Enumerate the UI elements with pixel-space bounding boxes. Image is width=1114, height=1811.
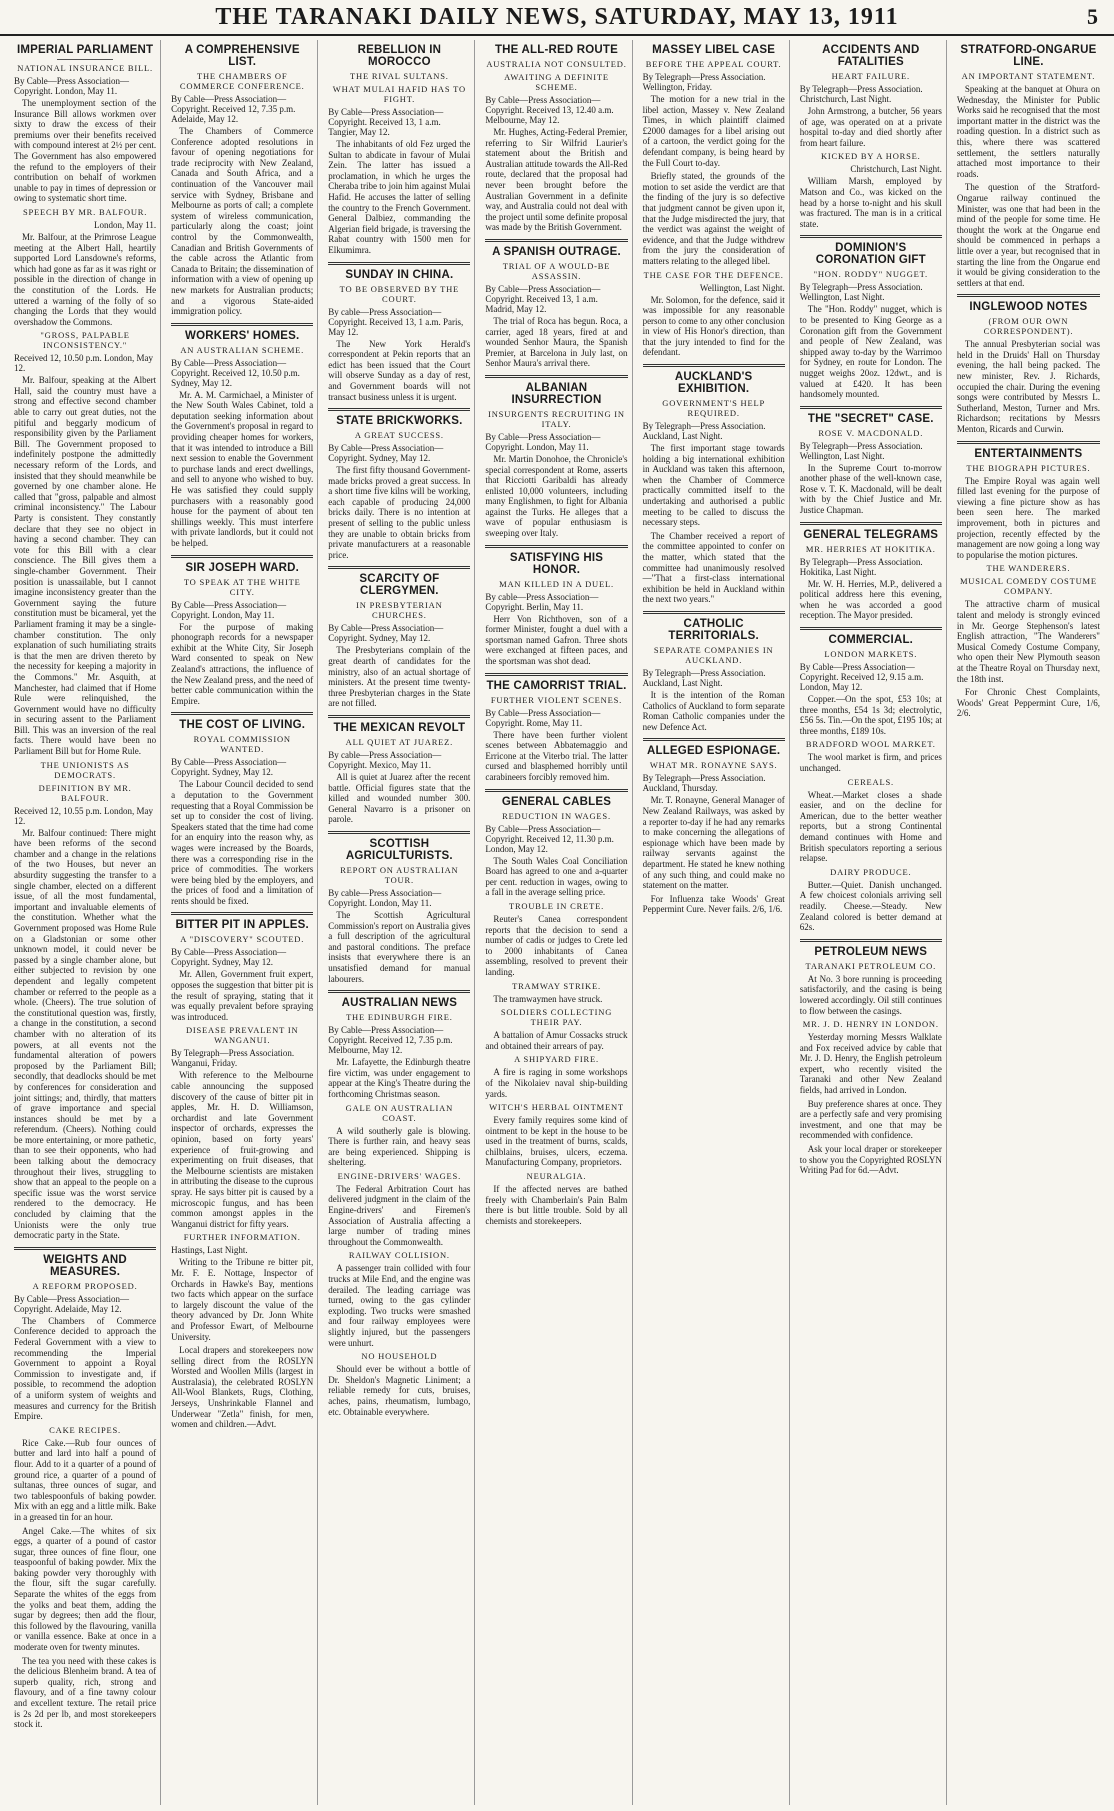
paragraph: Every family requires some kind of ointment to be kept in the house to be used in the treatment of burns, scalds, chilblains, bruises, ulcers, eczema. Manufacturing Company, proprietors.: [485, 1115, 628, 1168]
subheading: AUSTRALIA NOT CONSULTED.: [486, 59, 627, 69]
subheading: "GROSS, PALPABLE INCONSISTENCY.": [40, 330, 130, 351]
headline: AUCKLAND'S EXHIBITION.: [674, 371, 753, 396]
paragraph: Herr Von Richthoven, son of a former Minister, fought a duel with a sportsman named Gafron. Three shots were exchanged at fifteen paces, and the sportsman was shot dead.: [485, 613, 628, 667]
paragraph: Mr. Lafayette, the Edinburgh theatre fire victim, was under engagement to appear at the King's Theatre during the forthcoming Christmas season.: [328, 1057, 471, 1099]
paragraph: The Empire Royal was again well filled last evening for the purpose of viewing a fine picture show as has been seen here. The marked improvement, both in pictures and projection, recently effected by the management are now going a long way to popularise the motion pictures.: [956, 475, 1100, 560]
dateline: Hastings, Last Night.: [171, 1245, 248, 1256]
headline: THE MEXICAN REVOLT: [333, 722, 466, 734]
paragraph: Mr. Hughes, Acting-Federal Premier, referring to Sir Wilfrid Laurier's statement about the British and Australian attitude towards the All-Red route, declared that the proposal had never been brought before the Australian Government in a definite way, and Australia could not deal with the project until some definite proposal was made by the British Government.: [485, 127, 628, 233]
paragraph: Mr. Allen, Government fruit expert, opposes the suggestion that bitter pit is the result of spraying, stating that it was equally prevalent before spraying was introduced.: [171, 969, 314, 1022]
subheading: ROSE V. MACDONALD.: [818, 427, 924, 438]
paragraph: Speaking at the banquet at Ohura on Wednesday, the Minister for Public Works said he recognised that the most important matter in the district was the roading question. In a district such as this, where there was scattered settlement, the settlers naturally attached most importance to their roads.: [956, 84, 1100, 179]
subheading: GALE ON AUSTRALIAN COAST.: [345, 1102, 454, 1123]
headline: AUSTRALIAN NEWS: [341, 997, 458, 1010]
paragraph: The Federal Arbitration Court has delivered judgment in the claim of the Engine-drivers' and Firemen's Association of Australia affecting a large number of trading mines throughout the Commonwealth.: [328, 1183, 471, 1247]
subheading: AN IMPORTANT STATEMENT.: [961, 71, 1096, 81]
double-rule: [800, 939, 942, 942]
paragraph: The question of the Stratford-Ongarue railway continued the Minister, was one that had been in the mind of the people for some time. He thought the work at the Ongarue end should be commenced in perhaps a little over a year, but recognised that in starting the line from the Ongarue end it would be giving consideration to the settlers at that end.: [956, 182, 1100, 288]
subheading: THE CASE FOR THE DEFENCE.: [643, 269, 784, 280]
article-bitter-pit: [171, 919, 313, 1429]
headline: WEIGHTS AND MEASURES.: [43, 1253, 127, 1278]
dateline: By Cable—Press Association—Copyright. London, May 11.: [485, 431, 601, 452]
paragraph: It is the intention of the Roman Catholics of Auckland to form separate Roman Catholic companies under the new Defence Act.: [642, 689, 785, 732]
dateline: By Telegraph—Press Association. Auckland, Last Night.: [642, 421, 766, 442]
column-3: [324, 40, 475, 1805]
paragraph: The Chambers of Commerce Conference decided to approach the Federal Government with a view to recommending the Imperial Government to appoint a Royal Commission to investigate and, if possible, to recommend the adoption of a uniform system of weights and measures and currency for the British Empire.: [14, 1315, 157, 1422]
paragraph: The tramwaymen have struck.: [493, 993, 603, 1004]
double-rule: [14, 1247, 156, 1250]
subheading: CAKE RECIPES.: [49, 1424, 121, 1435]
dateline: By Cable—Press Association—Copyright. Received 12, 10.50 p.m. Sydney, May 12.: [171, 357, 300, 388]
headline: WORKERS' HOMES.: [185, 329, 300, 342]
paragraph: With reference to the Melbourne cable announcing the supposed discovery of the cause of bitter pit in apples, Mr. H. D. Williamson, orchardist and late Government inspector of orchards, expresses the opinion, based on forty years' experience of fruit-growing and experimenting on fruit diseases, that the Melbourne scientists are mistaken in attributing the disease to the cuprous spray. He says bitter pit is caused by a microscopic fungus, and has been common amongst apples in the Wanganui district for fifty years.: [171, 1070, 314, 1229]
paragraph: Mr. W. H. Herries, M.P., delivered a political address here this evening, when he was accorded a good reception. The Mayor presided.: [799, 578, 942, 621]
article-accidents: [800, 44, 942, 229]
headline: A COMPREHENSIVE LIST.: [184, 44, 300, 68]
column-7: [953, 40, 1104, 1805]
dateline: By Cable—Press Association—Copyright. Sydney, May 12.: [171, 947, 287, 968]
dateline: Received 12, 10.55 p.m. London, May 12.: [14, 805, 153, 826]
headline: GENERAL CABLES: [501, 795, 612, 808]
paragraph: A battalion of Amur Cossacks struck and obtained their arrears of pay.: [485, 1030, 628, 1051]
masthead: [0, 0, 1114, 36]
paragraph: The trial of Roca has begun. Roca, a carrier, aged 18 years, fired at and wounded Senhor Maura, the Spanish Premier, at Barcelona in July last, on Senhor Maura's arrival there.: [485, 315, 628, 369]
subheading: THE BIOGRAPH PICTURES.: [966, 462, 1091, 473]
double-rule: [485, 673, 627, 676]
subheading: REPORT ON AUSTRALIAN TOUR.: [340, 864, 459, 885]
article-general-cables: [485, 796, 627, 1227]
paragraph: Ask your local draper or storekeeper to show you the Copyrighted ROSLYN Writing Pad for 6d.—Advt.: [799, 1144, 942, 1176]
dateline: By Cable—Press Association—Copyright. Received 13, 1 a.m. Madrid, May 12.: [485, 283, 601, 314]
headline: THE "SECRET" CASE.: [807, 412, 934, 425]
paragraph: Briefly stated, the grounds of the motion to set aside the verdict are that the finding of the jury is so defective that judgment cannot be given upon it, that the Judge misdirected the jury, that the verdict was against the weight of evidence, and that the Judge withdrew from the jury the consideration of matters relating to the alleged libel.: [642, 171, 785, 266]
subheading: THE WANDERERS.: [986, 563, 1071, 574]
paragraph: The annual Presbyterian social was held in the Druids' Hall on Thursday evening, the hall being packed. The new minister, Rev. J. Richards, occupied the chair. During the evening songs were contributed by Messrs L. Sutherland, Meston, Turner and Mrs. Richardson; recitations by Messrs Menton, Ricards and Curwin.: [956, 339, 1100, 435]
double-rule: [643, 738, 785, 741]
masthead-title: THE TARANAKI DAILY NEWS, SATURDAY, MAY 13, 1911: [215, 4, 899, 30]
dateline: By Cable—Press Association—Copyright. Rome, May 11.: [485, 707, 601, 728]
paragraph: The attractive charm of musical talent and melody is strongly evinced in Mr. George Stephenson's latest English attraction, "The Wanderers" Musical Comedy Costume Company, who open their New Plymouth season at the Theatre Royal on Thursday next, the 18th inst.: [956, 599, 1100, 684]
article-general-telegrams: [800, 529, 942, 621]
subheading: THE CHAMBERS OF COMMERCE CONFERENCE.: [179, 71, 305, 91]
dateline: By cable—Press Association—Copyright. Berlin, May 11.: [485, 591, 599, 612]
headline: SUNDAY IN CHINA.: [345, 268, 454, 281]
subheading: ALL QUIET AT JUAREZ.: [345, 737, 454, 747]
paragraph: Mr. Martin Donohoe, the Chronicle's special correspondent at Rome, asserts that Ricciotti Garibaldi has already enlisted 10,000 volunteers, including many Englishmen, to fight for Albania against the Turks. He alleges that a wave of popular enthusiasm is sweeping over Italy.: [485, 453, 628, 539]
paragraph: A wild southerly gale is blowing. There is further rain, and heavy seas are being experienced. Shipping is sheltering.: [328, 1125, 471, 1168]
article-state-brickworks: [328, 415, 470, 560]
dateline: By cable—Press Association—Copyright. Mexico, May 11.: [328, 750, 442, 770]
paragraph: The "Hon. Roddy" nugget, which is to be presented to King George as a Coronation gift from the Government and people of New Zealand, was shipped away to-day by the Warrimoo for Sydney, en route for London. The nugget weighs 20oz. 12dwt., and is valued at £420. It has been handsomely mounted.: [799, 304, 942, 400]
dateline: By Cable—Press Association—Copyright. Received 12, 11.30 p.m. London, May 12.: [485, 823, 614, 854]
paragraph: A fire is raging in some workshops of the Nikolaiev naval ship-building yards.: [485, 1067, 628, 1099]
dateline: By Cable—Press Association—Copyright. Received 12, 7.35 p.m. Adelaide, May 12.: [171, 94, 296, 124]
paragraph: The tea you need with these cakes is the delicious Blenheim brand. A tea of superb quality, rich, strong and flavoury, and of a fine tawny colour and excellent texture. The retail price is 2s 2d per lb, and most storekeepers stock it.: [14, 1655, 157, 1730]
headline: SIR JOSEPH WARD.: [185, 561, 300, 574]
dateline: By Cable—Press Association—Copyright. London, May 11.: [14, 76, 129, 96]
headline: A SPANISH OUTRAGE.: [492, 245, 621, 258]
article-massey-libel: [643, 44, 785, 358]
double-rule: [328, 262, 470, 265]
subheading: DEFINITION BY MR. BALFOUR.: [38, 782, 132, 803]
page-number: 5: [1087, 4, 1098, 29]
dateline: London, May 11.: [93, 219, 157, 230]
paragraph: Mr. T. Ronayne, General Manager of New Zealand Railways, was asked by a reporter to-day if he had any remarks to make concerning the allegations of espionage which have been made by railway servants against the department. He stated he knew nothing of any such thing, and could make no statement on the matter.: [642, 795, 785, 891]
headline: STATE BRICKWORKS.: [336, 415, 463, 428]
article-catholic-territorials: [643, 618, 785, 732]
subheading: WHAT MR. RONAYNE SAYS.: [649, 760, 778, 771]
headline: SCOTTISH AGRICULTURISTS.: [345, 837, 453, 862]
article-auckland-exhibition: [643, 371, 785, 605]
article-australian-news: [328, 997, 470, 1417]
subheading: HEART FAILURE.: [831, 71, 910, 81]
double-rule: [800, 627, 942, 630]
headline: DOMINION'S CORONATION GIFT: [815, 242, 926, 267]
subheading: NO HOUSEHOLD: [361, 1351, 438, 1362]
article-workers-homes: [171, 330, 313, 549]
headline: SATISFYING HIS HONOR.: [509, 551, 604, 576]
subheading: NEURALGIA.: [526, 1171, 587, 1182]
paragraph: The Scottish Agricultural Commission's report on Australia gives a full description of the agricultural and pastoral conditions. The preface insists that everywhere there is an unsatisfied demand for manual labourers.: [328, 909, 471, 984]
columns: [10, 40, 1104, 1805]
paragraph: Reuter's Canea correspondent reports that the decision to send a number of cadis or judges to Crete led to 2000 inhabitants of Canea assembling, resolved to prevent their landing.: [485, 913, 628, 977]
article-clergymen: [328, 573, 470, 709]
paragraph: William Marsh, employed by Matson and Co., was kicked on the head by a horse to-night and his skull was fractured. The man is in a critical state.: [799, 176, 942, 229]
dateline: Christchurch, Last Night.: [850, 164, 942, 175]
dateline: By Telegraph—Press Association. Wellington, Last Night.: [799, 440, 923, 461]
dateline: By Telegraph—Press Association. Wellington, Last Night.: [799, 282, 923, 303]
subheading: BRADFORD WOOL MARKET.: [805, 739, 936, 750]
headline: GENERAL TELEGRAMS: [803, 528, 939, 541]
double-rule: [485, 239, 627, 242]
double-rule: [171, 912, 313, 915]
article-alleged-espionage: [643, 745, 785, 915]
headline: THE CAMORRIST TRIAL.: [486, 679, 627, 692]
paragraph: Mr. Balfour continued: There might have been reforms of the second chamber and a change in the relations of the two Houses, but never an absurdity suggesting the transfer to a single chamber, elected on a different issue, of all the most fundamental, important and invaluable elements of the constitution. Whether what the Government proposed was Home Rule on a Gladstonian or some other unknown model, it could never be passed by a single chamber alone, but either subjected to revision by one dependent and legally competent chamber or referred to the people as a whole. (Cheers). The true solution of the constitutional question was, firstly, a change in the constitution, a second chamber with no alteration of its powers, at all events not the fundamental alteration of powers proposed by the Parliament Bill; secondly, that deadlocks should be met by conferences for consideration and joint sittings; and, thirdly, that matters of grave importance and special instances should be met by a referendum. (Cheers). Nothing could be more entertaining, or more pathetic, than to see their opponents, who had been talking about the democracy throughout their lives, struggling to show that an appeal to the people on a specific issue was the worst service rendered to the democracy. He concluded by claiming that the Unionists were the only true democratic party in the State.: [14, 827, 157, 1241]
dateline: By Cable—Press Association—Copyright. Sydney, May 12.: [328, 443, 444, 464]
headline: ENTERTAINMENTS: [974, 447, 1083, 460]
subheading: TARANAKI PETROLEUM CO.: [805, 960, 937, 971]
headline: INGLEWOOD NOTES: [969, 301, 1088, 314]
paragraph: The first important stage towards holding a big international exhibition in Auckland was taken this afternoon, when the Chamber of Commerce practically committed itself to the undertaking and authorised a public meeting to be called to discuss the necessary steps.: [642, 443, 785, 528]
subheading: WHAT MULAI HAFID HAS TO FIGHT.: [332, 84, 466, 104]
subheading: NATIONAL INSURANCE BILL.: [17, 63, 153, 73]
double-rule: [957, 441, 1100, 444]
article-petroleum-news: [800, 946, 942, 1176]
article-camorrist-trial: [485, 680, 627, 783]
headline: PETROLEUM NEWS: [814, 945, 928, 958]
dateline: By Cable—Press Association—Copyright. Sydney, May 12.: [328, 623, 444, 644]
headline: CATHOLIC TERRITORIALS.: [668, 617, 759, 642]
subheading: THE UNIONISTS AS DEMOCRATS.: [40, 759, 130, 780]
column-2: [167, 40, 318, 1805]
paragraph: The unemployment section of the Insurance Bill allows workmen over sixty to draw the excess of their premiums over their benefits received with compound interest at 2½ per cent. The Government has also empowered the refund to the employers of their contribution on behalf of workmen unable to pay in times of depression or owing to systematic short time.: [14, 98, 157, 204]
headline: COMMERCIAL.: [828, 634, 914, 647]
subheading: TO SPEAK AT THE WHITE CITY.: [183, 576, 301, 597]
double-rule: [643, 611, 785, 614]
subheading: THE EDINBURGH FIRE.: [346, 1012, 453, 1023]
article-sunday-china: [328, 269, 470, 403]
subheading: RAILWAY COLLISION.: [348, 1250, 450, 1261]
paragraph: The first fifty thousand Government-made bricks proved a great success. In a short time five kilns will be working, each capable of producing 24,000 bricks daily. There is no intention at present of selling to the public unless they are unable to obtain bricks from private manufacturers at a reasonable price.: [328, 465, 471, 560]
column-5: [639, 40, 790, 1805]
subheading: ENGINE-DRIVERS' WAGES.: [337, 1170, 462, 1181]
article-weights-measures: [14, 1254, 156, 1730]
paragraph: The inhabitants of old Fez urged the Sultan to abdicate in favour of Mulai Zein. The latter has issued a proclamation, in which he urges the Cheraba tribe to join him against Mulai Hafid. He accuses the latter of selling the country to the French Government. General Dalbiez, commanding the Algerian field brigade, is traversing the Rabat country with 1500 men for Elkumimra.: [328, 139, 471, 255]
subheading: TO BE OBSERVED BY THE COURT.: [339, 283, 460, 304]
subheading: "HON. RODDY" NUGGET.: [813, 269, 928, 280]
double-rule: [328, 715, 470, 718]
paragraph: The motion for a new trial in the libel action, Massey v. New Zealand Times, in which plaintiff claimed £2000 damages for a libel arising out of a cartoon, the verdict going for the defendant company, is being heard by the Full Court to-day.: [642, 94, 785, 168]
article-albanian-insurrection: [485, 382, 627, 539]
article-mexican-revolt: [328, 722, 470, 825]
headline: BITTER PIT IN APPLES.: [175, 919, 309, 932]
headline: THE ALL-RED ROUTE: [494, 44, 619, 56]
subheading: TRIAL OF A WOULD-BE ASSASSIN.: [502, 260, 611, 281]
headline: IMPERIAL PARLIAMENT: [16, 44, 154, 56]
subheading: AWAITING A DEFINITE SCHEME.: [504, 72, 609, 92]
subheading: SPEECH BY MR. BALFOUR.: [22, 206, 148, 217]
paragraph: All is quiet at Juarez after the recent battle. Official figures state that the killed and wounded number 300. General Navarro is a prisoner on parole.: [328, 772, 471, 825]
dateline: By Telegraph—Press Association. Auckland, Thursday.: [642, 773, 766, 794]
double-rule: [485, 789, 627, 792]
paragraph: The Chambers of Commerce Conference adopted resolutions in favour of opening negotiations for trade reciprocity with New Zealand, Canada and South Africa, and a continuation of the Vancouver mail service with Sydney, Brisbane and Melbourne as ports of call; a complete system of wireless communication, particularly along the coast; joint control by the Commonwealth, Canadian and British Governments of the cable across the Atlantic from Canada to Britain; the dissemination of information with a view of opening up new markets for Australian products; and a vigorous State-aided immigration policy.: [171, 126, 314, 317]
subheading: TROUBLE IN CRETE.: [508, 900, 605, 911]
headline: ALBANIAN INSURRECTION: [511, 381, 602, 406]
paragraph: For Chronic Chest Complaints, Woods' Great Peppermint Cure, 1/6, 2/6.: [956, 687, 1100, 719]
subheading: AN AUSTRALIAN SCHEME.: [180, 344, 305, 355]
article-spanish-outrage: [485, 246, 627, 369]
subheading: IN PRESBYTERIAN CHURCHES.: [356, 600, 443, 621]
article-satisfying-his-honor: [485, 552, 627, 667]
subheading: SOLDIERS COLLECTING THEIR PAY.: [500, 1007, 613, 1028]
paragraph: Rice Cake.—Rub four ounces of butter and lard into half a pound of flour. Add to it a quarter of a pound of ground rice, a quarter of a pound of sultanas, three ounces of sugar, and two tablespoonfuls of baking powder. Mix with an egg and a little milk. Bake in a greased tin for an hour.: [14, 1437, 157, 1522]
dateline: By Cable—Press Association—Copyright. Received 13, 1 a.m. Tangier, May 12.: [328, 107, 444, 137]
headline: REBELLION IN MOROCCO: [357, 44, 442, 68]
dateline: By cable—Press Association—Copyright. Received 13, 1 a.m. Paris, May 12.: [328, 306, 464, 337]
double-rule: [171, 323, 313, 326]
dateline: By Telegraph—Press Association. Wellington, Friday.: [642, 72, 766, 92]
dateline: By cable—Press Association—Copyright. London, May 11.: [328, 887, 442, 908]
paragraph: Wheat.—Market closes a shade easier, and on the decline for American, due to the better weather reports, but a strong Continental demand continues with Home and British speculators reporting a serious relapse.: [799, 789, 942, 864]
article-secret-case: [800, 413, 942, 516]
dateline: Wellington, Last Night.: [699, 282, 785, 293]
double-rule: [800, 406, 942, 409]
paragraph: There have been further violent scenes between Abbatemaggio and Erricone at the Viterbo trial. The latter cursed and blasphemed horribly until carabineers forcibly removed him.: [485, 729, 628, 782]
headline: SCARCITY OF CLERGYMEN.: [359, 573, 440, 598]
paragraph: Copper.—On the spot, £53 10s; at three months, £54 1s 3d; electrolytic, £56 5s. Tin.—On the spot, £195 10s; at three months, £189 10s.: [799, 694, 942, 736]
paragraph: Mr. Balfour, speaking at the Albert Hall, said the country must have a strong and effective second chamber able to carry out great duties, not the pitiful and beggarly modicum of responsibility given by the Parliament Bill. The Government proposed to indefinitely postpone the admittedly necessary reform of the Lords, and insisted that they should meanwhile be governed by one chamber alone. He called that "gross, palpable and almost criminal inconsistency." The Labour Party is consistent. They constantly declare that they see no object in having a second chamber. They can vote for this Bill with a clear conscience. The Bill gives them a single-chamber Government. Their position is unassailable, but I cannot imagine inconsistency greater than the Government saying the future constitution must be bicameral, yet the Parliament framing it may be a single-chamber constitution. The only explanation of such humiliating straits is that the men are driven thereto by the necessity for keeping a majority in the Commons." Mr. Asquith, at Manchester, had claimed that if Home Rule were relinquished, the Government would have no difficulty in securing assent to the Parliament Bill. This was an inversion of the real facts. There would have been no Parliament Bill but for Home Rule.: [14, 375, 157, 757]
double-rule: [171, 712, 313, 715]
paragraph: A passenger train collided with four trucks at Mile End, and the engine was derailed. The leading carriage was turned, owing to the gas cylinder exploding. Two trucks were smashed and four railway employees were slightly injured, but the passengers were unhurt.: [328, 1263, 471, 1348]
article-morocco: [328, 44, 470, 256]
paragraph: The South Wales Coal Conciliation Board has agreed to one and a-quarter per cent. reduction in wages, owing to a fall in the average selling price.: [485, 855, 628, 898]
paragraph: If the affected nerves are bathed freely with Chamberlain's Pain Balm there is but little trouble. Sold by all chemists and storekeepers.: [485, 1184, 628, 1226]
subheading: ROYAL COMMISSION WANTED.: [193, 734, 291, 755]
article-cost-of-living: [171, 719, 313, 906]
paragraph: The Chamber received a report of the committee appointed to confer on the matter, which stated that the committee had unanimously resolved—"That a first-class international exhibition be held in Auckland within the next two years.": [642, 530, 785, 605]
double-rule: [957, 294, 1100, 297]
paragraph: Butter.—Quiet. Danish unchanged. A few choicest colonials arriving sell readily. Cheese.—Steady. New Zealand colored is better demand at 62s.: [799, 879, 942, 933]
article-commercial: [800, 634, 942, 933]
subheading: BEFORE THE APPEAL COURT.: [645, 59, 782, 69]
subheading: MUSICAL COMEDY COSTUME COMPANY.: [959, 576, 1097, 597]
dateline: By Telegraph—Press Association. Hokitika, Last Night.: [799, 556, 923, 577]
subheading: FURTHER VIOLENT SCENES.: [490, 694, 623, 705]
double-rule: [800, 522, 942, 525]
column-6: [796, 40, 947, 1805]
subheading: SEPARATE COMPANIES IN AUCKLAND.: [653, 644, 774, 665]
dateline: By Telegraph—Press Association. Auckland, Last Night.: [642, 667, 766, 688]
dateline: Received 12, 10.50 p.m. London, May 12.: [14, 353, 153, 374]
subheading: A REFORM PROPOSED.: [32, 1280, 138, 1291]
dateline: By Telegraph—Press Association. Christchurch, Last Night.: [799, 84, 923, 104]
headline: ALLEGED ESPIONAGE.: [646, 745, 781, 758]
article-coronation-gift: [800, 242, 942, 399]
double-rule: [328, 990, 470, 993]
article-sir-joseph-ward: [171, 562, 313, 707]
double-rule: [485, 375, 627, 378]
headline: STRATFORD-ONGARUE LINE.: [960, 44, 1097, 68]
paragraph: The Labour Council decided to send a deputation to the Government requesting that a Royal Commission be set up to consider the cost of living. Speakers stated that the time had come for an enquiry into the reason why, as wages were increased by the Boards, there was a corresponding rise in the price of commodities. The workers were being bled by the employers, and the prices of food and a limitation of rents should be fixed.: [171, 779, 314, 906]
subheading: KICKED BY A HORSE.: [820, 151, 921, 162]
article-stratford-ongarue: [957, 44, 1100, 288]
subheading: WITCH'S HERBAL OINTMENT: [489, 1102, 624, 1113]
subheading: MR. J. D. HENRY IN LONDON.: [802, 1019, 939, 1030]
subheading: LONDON MARKETS.: [824, 649, 918, 660]
subheading: CEREALS.: [847, 776, 894, 787]
article-imperial-parliament: [14, 44, 156, 1241]
paragraph: The wool market is firm, and prices unchanged.: [799, 752, 942, 773]
paragraph: For the purpose of making phonograph records for a newspaper exhibit at the White City, Sir Joseph Ward consented to speak on New Zealand's attractions, the influence of the New Zealand press, and the need of better cable communication within the Empire.: [171, 621, 314, 706]
paragraph: Angel Cake.—The whites of six eggs, a quarter of a pound of castor sugar, three ounces of fine flour, one teaspoonful of baking powder. Mix the baking powder very thoroughly with the flour, sift the sugar carefully. Separate the whites of the eggs from the yolks and beat them, adding the sugar by degrees; then add the flour, this followed by the flavouring, vanilla or vanilla essence. Bake at once in a moderate oven for twenty minutes.: [14, 1525, 157, 1653]
dateline: By Telegraph—Press Association. Wanganui, Friday.: [171, 1048, 295, 1069]
subheading: A "DISCOVERY" SCOUTED.: [180, 934, 305, 945]
article-scottish-agriculturists: [328, 838, 470, 984]
paragraph: Yesterday morning Messrs Walklate and Fox received advice by cable that Mr. J. D. Henry, the English petroleum expert, who recently visited the Taranaki and other New Zealand fields, had arrived in London.: [799, 1032, 942, 1096]
paragraph: Mr. A. M. Carmichael, a Minister of the New South Wales Cabinet, told a deputation seeking information about the Government's proposal in regard to providing cheaper homes for workers, that it was intended to introduce a Bill next session to enable the Government to purchase lands and erect dwellings, and sell to anyone who wished to buy. He was satisfied they could supply purchasers with a reasonably good house for the payment of about ten shillings weekly. This must interfere with private landlords, but it could not be helped.: [171, 389, 314, 548]
subheading: TRAMWAY STRIKE.: [512, 980, 601, 991]
headline: THE COST OF LIVING.: [179, 719, 306, 732]
subheading: REDUCTION IN WAGES.: [502, 810, 611, 821]
subheading: (FROM OUR OWN CORRESPONDENT).: [983, 316, 1074, 337]
subheading: A SHIPYARD FIRE.: [514, 1054, 599, 1065]
paragraph: Writing to the Tribune re bitter pit, Mr. F. E. Nottage, Inspector of Orchards in Hawke's Bay, mentions two facts which appear on the surface to largely discount the value of the theory advanced by Dr. Jonn White and Professor Ewart, of Melbourne University.: [171, 1257, 314, 1342]
subheading: DAIRY PRODUCE.: [830, 866, 912, 877]
paragraph: At No. 3 bore running is proceeding satisfactorily, and the casing is being lowered accordingly. Oil still continues to flow between the casings.: [799, 973, 942, 1016]
article-entertainments: [957, 448, 1100, 719]
dateline: By Cable—Press Association—Copyright. Sydney, May 12.: [171, 757, 287, 778]
double-rule: [328, 831, 470, 834]
article-inglewood-notes: [957, 301, 1100, 434]
dateline: By Cable—Press Association—Copyright. London, May 11.: [171, 599, 287, 620]
dateline: By Cable—Press Association—Copyright. Received 12, 9.15 a.m. London, May 12.: [799, 662, 924, 693]
dateline: By Cable—Press Association—Copyright. Received 12, 7.35 p.m. Melbourne, May 12.: [328, 1025, 453, 1056]
article-all-red-route: [485, 44, 627, 233]
paragraph: The New York Herald's correspondent at Pekin reports that an edict has been issued that the Court will observe Sunday as a day of rest, and Government boards will not transact business unless it is urgent.: [328, 338, 471, 402]
paragraph: John Armstrong, a butcher, 56 years of age, was operated on at a private hospital to-day and died shortly after from heart failure.: [799, 106, 942, 148]
dateline: By Cable—Press Association—Copyright. Received 13, 12.40 a.m. Melbourne, May 12.: [485, 95, 614, 125]
double-rule: [328, 566, 470, 569]
headline: MASSEY LIBEL CASE: [652, 44, 776, 56]
subheading: A GREAT SUCCESS.: [354, 430, 444, 441]
column-1: [10, 40, 161, 1805]
subheading: MR. HERRIES AT HOKITIKA.: [805, 543, 936, 554]
paragraph: Should ever be without a bottle of Dr. Sheldon's Magnetic Liniment; a reliable remedy for cuts, bruises, aches, pains, rheumatism, lumbago, etc. Obtainable everywhere.: [328, 1364, 471, 1417]
subheading: MAN KILLED IN A DUEL.: [499, 578, 614, 589]
headline: ACCIDENTS AND FATALITIES: [822, 44, 920, 68]
subheading: INSURGENTS RECRUITING IN ITALY.: [488, 408, 625, 429]
double-rule: [485, 545, 627, 548]
double-rule: [171, 555, 313, 558]
double-rule: [328, 408, 470, 411]
dateline: By Cable—Press Association—Copyright. Adelaide, May 12.: [14, 1293, 129, 1314]
paragraph: Local drapers and storekeepers now selling direct from the ROSLYN Worsted and Woollen Mills (largest in Australasia), the celebrated ROSLYN All-Wool Blankets, Rugs, Clothing, Jerseys, Unshrinkable Flannel and Underwear "Zetla" finish, for men, women and children.—Advt.: [171, 1345, 314, 1430]
subheading: FURTHER INFORMATION.: [183, 1232, 301, 1243]
article-comprehensive-list: [171, 44, 313, 317]
paragraph: In the Supreme Court to-morrow another phase of the well-known case, Rose v. T. K. Macdonald, will be dealt with by the Chief Justice and Mr. Justice Chapman.: [799, 462, 942, 516]
double-rule: [643, 364, 785, 367]
subheading: THE RIVAL SULTANS.: [350, 71, 449, 81]
column-4: [481, 40, 632, 1805]
double-rule: [800, 235, 942, 238]
paragraph: Mr. Balfour, at the Primrose League meeting at the Albert Hall, heartily supported Lord Lansdowne's reforms, which had gone as far as it was right or possible in the direction of change in the constitution of the Lords. He uttered a warning of the folly of so changing the Lords that they would overshadow the Commons.: [14, 231, 157, 327]
paragraph: Mr. Solomon, for the defence, said it was impossible for any reasonable person to come to any other conclusion in view of His Honor's direction, than that the jury intended to find for the defendant.: [642, 294, 785, 358]
divider: [57, 59, 114, 60]
paragraph: Buy preference shares at once. They are a perfectly safe and very promising investment, and one that may be recommended with confidence.: [799, 1098, 942, 1141]
paragraph: The Presbyterians complain of the great dearth of candidates for the ministry, also of an actual shortage of ministers. At the present time twenty-three Presbyterian charges in the State are not filled.: [328, 645, 471, 709]
paragraph: For Influenza take Woods' Great Peppermint Cure. Never fails. 2/6, 1/6.: [642, 893, 785, 915]
subheading: GOVERNMENT'S HELP REQUIRED.: [662, 398, 765, 419]
subheading: DISEASE PREVALENT IN WANGANUI.: [185, 1025, 299, 1046]
